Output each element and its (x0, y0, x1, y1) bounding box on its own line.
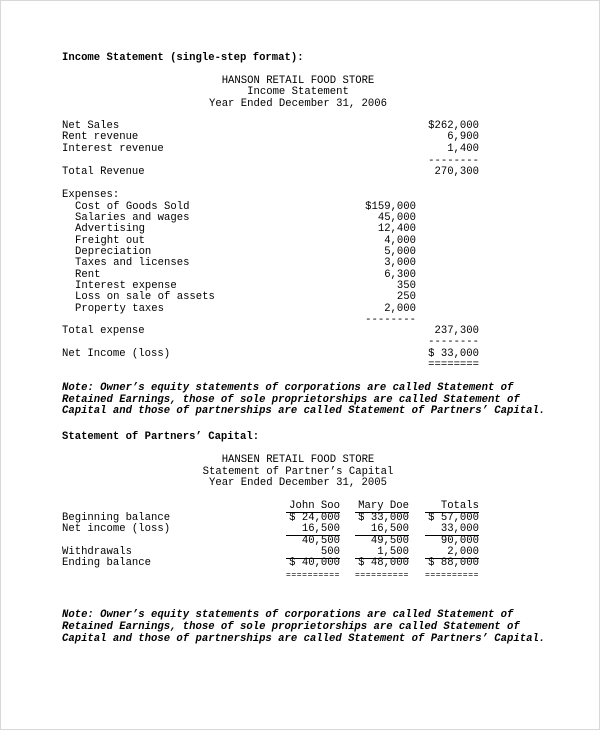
revenue-amount: 6,900 (447, 131, 479, 144)
revenue-amount: 1,400 (447, 142, 479, 155)
row-value: $ 48,000 (358, 557, 409, 569)
expense-label: Freight out (75, 234, 145, 247)
column-header: John Soo (286, 500, 340, 513)
net-income-amount: $ 33,000 (428, 348, 479, 360)
total-revenue-amount: 270,300 (434, 166, 479, 178)
row-value: $ 57,000 (428, 512, 479, 524)
double-rule: ========== (285, 571, 340, 580)
note-line: Note: Owner’s equity statements of corporations are called Statement of (62, 609, 514, 621)
expense-amount: 4,000 (384, 234, 416, 247)
total-expense-label: Total expense (62, 325, 145, 337)
row-label: Ending balance (62, 557, 152, 569)
expense-amount: 250 (396, 291, 416, 304)
expense-label: Taxes and licenses (75, 257, 190, 270)
section-title: Statement of Partners’ Capital: (62, 431, 260, 443)
row-value: $ 33,000 (358, 512, 409, 524)
company-name: HANSEN RETAIL FOOD STORE (221, 454, 375, 466)
double-rule: ========== (354, 571, 409, 580)
expense-label: Property taxes (75, 302, 165, 315)
double-rule: ======== (428, 359, 479, 371)
rule: -------- (428, 336, 479, 348)
net-income-label: Net Income (loss) (62, 348, 171, 360)
row-value: 500 (286, 546, 340, 559)
note-line: Retained Earnings, those of sole proprietorships are called Statement of (62, 621, 520, 633)
row-value: 1,500 (355, 546, 409, 559)
row-value: 2,000 (425, 546, 479, 559)
note-line: Capital and those of partnerships are called Statement of Partners’ Capital. (62, 633, 546, 645)
row-label: Net income (loss) (62, 523, 171, 535)
note-line: Capital and those of partnerships are called Statement of Partners’ Capital. (62, 405, 546, 417)
total-revenue-label: Total Revenue (62, 166, 145, 178)
row-label: Withdrawals (62, 546, 132, 558)
expense-amount: 45,000 (377, 211, 416, 224)
revenue-label: Net Sales (62, 120, 120, 132)
expense-amount: $159,000 (365, 200, 416, 213)
row-value: 16,500 (355, 523, 409, 536)
row-value: 90,000 (440, 534, 479, 547)
revenue-amount: $262,000 (428, 120, 479, 132)
revenue-label: Interest revenue (62, 142, 164, 155)
double-rule: ========== (424, 571, 479, 580)
expense-label: Cost of Goods Sold (75, 200, 190, 213)
expense-label: Loss on sale of assets (75, 291, 215, 304)
column-header: Mary Doe (355, 500, 409, 513)
expense-label: Depreciation (75, 245, 152, 258)
row-value: $ 24,000 (289, 512, 340, 524)
revenue-label: Rent revenue (62, 131, 139, 144)
row-value: $ 40,000 (289, 557, 340, 569)
row-value: 40,500 (301, 534, 340, 547)
statement-period: Year Ended December 31, 2005 (208, 477, 387, 489)
expense-label: Interest expense (75, 279, 177, 292)
expense-label: Salaries and wages (75, 211, 190, 224)
note-line: Note: Owner’s equity statements of corporations are called Statement of (62, 382, 514, 394)
row-value: 33,000 (425, 523, 479, 536)
company-name: HANSON RETAIL FOOD STORE (221, 75, 375, 87)
total-expense-amount: 237,300 (434, 325, 479, 337)
row-value: 16,500 (286, 523, 340, 536)
expense-amount: 350 (396, 279, 416, 292)
expense-label: Advertising (75, 223, 145, 236)
expense-amount: 12,400 (377, 223, 416, 236)
expense-amount: 2,000 (384, 302, 416, 315)
rule: -------- (428, 155, 479, 167)
rule: -------- (365, 314, 416, 326)
expense-amount: 6,300 (384, 268, 416, 281)
expense-label: Rent (75, 268, 101, 281)
row-value: $ 88,000 (428, 557, 479, 569)
column-header: Totals (425, 500, 479, 513)
row-label: Beginning balance (62, 512, 171, 524)
statement-title: Statement of Partner’s Capital (202, 466, 394, 478)
section-title: Income Statement (single-step format): (62, 52, 304, 64)
row-value: 49,500 (370, 534, 409, 547)
statement-title: Income Statement (247, 86, 349, 98)
note-line: Retained Earnings, those of sole proprietorships are called Statement of (62, 394, 520, 406)
expense-amount: 5,000 (384, 245, 416, 258)
statement-period: Year Ended December 31, 2006 (208, 98, 387, 110)
expenses-label: Expenses: (62, 189, 120, 201)
expense-amount: 3,000 (384, 257, 416, 270)
